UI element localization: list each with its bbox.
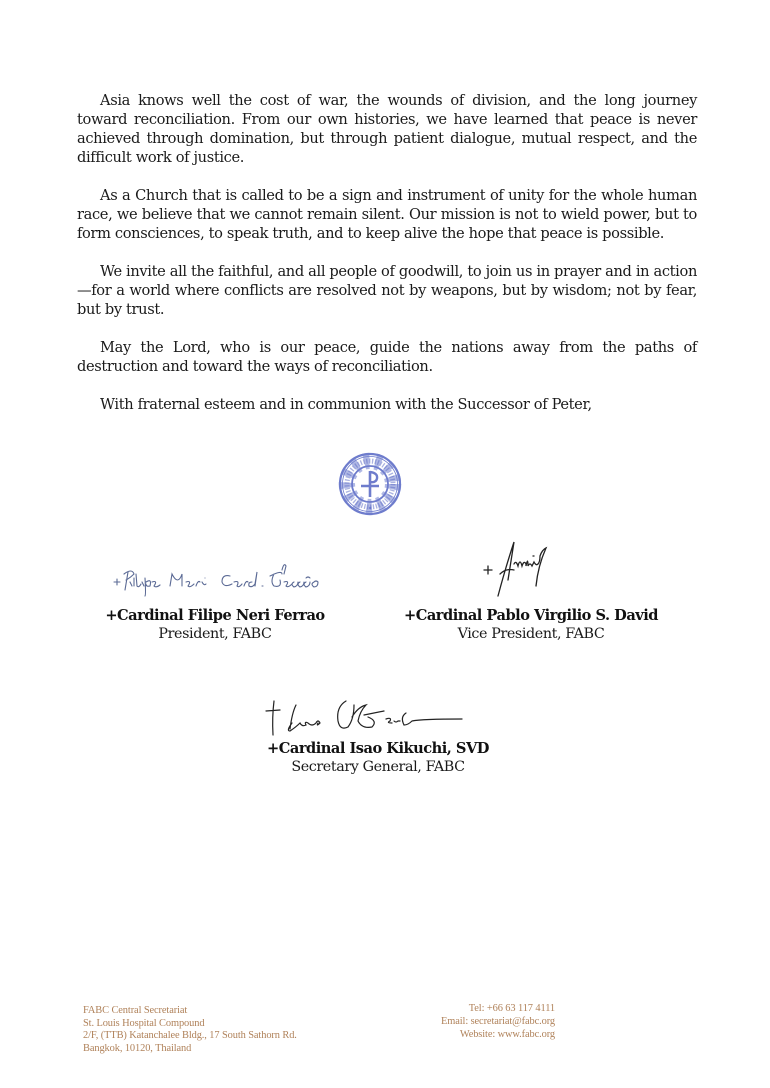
contact-website[interactable]: Website: www.fabc.org — [459, 1028, 555, 1040]
address-line: 2/F, (TTB) Katanchalee Bldg., 17 South Sathorn Rd. — [83, 1030, 297, 1042]
signatory-name: +Cardinal Pablo Virgilio S. David — [404, 607, 658, 624]
paragraph: We invite all the faithful, and all people of goodwill, to join us in prayer and in action—for a world where conflicts are resolved not by weapons, but by wisdom; not by fear, but by trust. — [77, 263, 697, 318]
signatory-title: Vice President, FABC — [457, 626, 605, 642]
letter-body — [77, 91, 697, 433]
contact-phone: Tel: +66 63 117 4111 — [468, 1003, 555, 1014]
closing-line: With fraternal esteem and in communion with the Successor of Peter, — [100, 396, 592, 413]
signatory-name: +Cardinal Isao Kikuchi, SVD — [267, 740, 489, 757]
signatory-vice-president — [371, 606, 691, 643]
signature-kikuchi — [262, 697, 492, 737]
signature-ferrao — [112, 560, 342, 600]
paragraph: As a Church that is called to be a sign and instrument of unity for the whole human race, we believe that we cannot remain silent. Our mission is not to wield power, but to form consciences, to speak truth, and to keep alive the hope that peace is possible. — [77, 187, 697, 242]
fabc-seal-icon — [337, 451, 403, 517]
signatory-title: President, FABC — [158, 626, 272, 642]
address-line: St. Louis Hospital Compound — [83, 1017, 205, 1029]
address-line: FABC Central Secretariat — [83, 1005, 188, 1016]
paragraph: May the Lord, who is our peace, guide the nations away from the paths of destruction and toward the ways of reconciliation. — [77, 339, 697, 375]
signatory-title: Secretary General, FABC — [291, 759, 465, 775]
contact-email[interactable]: Email: secretariat@fabc.org — [441, 1015, 555, 1027]
signature-david — [478, 536, 568, 602]
signatory-president — [55, 606, 375, 643]
signatory-name: +Cardinal Filipe Neri Ferrao — [105, 607, 325, 624]
address-line: Bangkok, 10120, Thailand — [83, 1043, 192, 1055]
footer-contact — [441, 1003, 555, 1042]
paragraph: Asia knows well the cost of war, the wounds of division, and the long journey toward reconciliation. From our own histories, we have learned that peace is never achieved through domination, but through patient dialogue, mutual respect, and the difficult work of justice. — [77, 92, 697, 166]
footer-address — [83, 1005, 297, 1056]
signatory-secretary-general — [218, 739, 538, 776]
